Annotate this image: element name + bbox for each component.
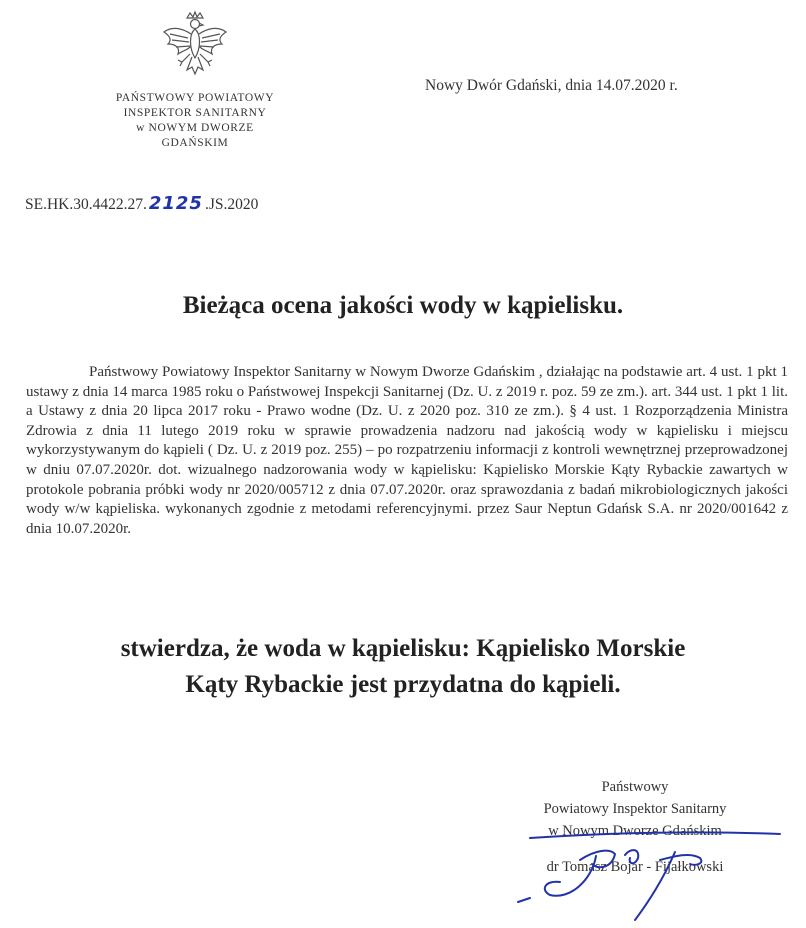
signatory-line: Powiatowy Inspektor Sanitarny [543, 801, 727, 817]
signatory-line: Państwowy [601, 779, 669, 795]
document-title: Bieżąca ocena jakości wody w kąpielisku. [182, 292, 624, 319]
conclusion-line: Kąty Rybackie jest przydatna do kąpieli. [185, 671, 621, 698]
authority-line: INSPEKTOR SANITARNY [123, 107, 267, 119]
conclusion-statement [0, 631, 806, 703]
place-and-date: Nowy Dwór Gdański, dnia 14.07.2020 r. [425, 77, 678, 94]
issuing-authority [85, 91, 305, 151]
signatory-name: dr Tomasz Bojar - Fijałkowski [546, 859, 724, 875]
handwritten-case-number: 2125 [148, 193, 203, 214]
reference-prefix: SE.HK.30.4422.27. [25, 196, 147, 213]
authority-line: GDAŃSKIM [161, 137, 229, 149]
reference-number [25, 193, 258, 214]
signatory-line: w Nowym Dworze Gdańskim [548, 823, 722, 839]
body-paragraph: Państwowy Powiatowy Inspektor Sanitarny w Nowym Dworze Gdańskim , działając na podstawie art. 4 ust. 1 pkt 1 ustawy z dnia 14 marca 1985 roku o Państwowej Inspekcji Sanitarnej (Dz. U. z 2019 r. poz. 59 ze zm.). art. 344 ust. 1 pkt 1 lit. a Ustawy z dnia 20 lipca 2017 roku - Prawo wodne (Dz. U. z 2020 poz. 310 ze zm.). § 4 ust. 1 Rozporządzenia Ministra Zdrowia z dnia 11 lutego 2019 roku w sprawie prowadzenia nadzoru nad jakością wody w kąpielisku i miejscu wykorzystywanym do kąpieli ( Dz. U. z 2019 poz. 255) – po rozpatrzeniu informacji z kontroli wewnętrznej przeprowadzonej w dniu 07.07.2020r. dot. wizualnego nadzorowania wody w kąpielisku: Kąpielisko Morskie Kąty Rybackie zawartych w protokole pobrania próbki wody nr 2020/005712 z dnia 07.07.2020r. oraz sprawozdania z badań mikrobiologicznych jakości wody w/w kąpieliska. wykonanych zgodnie z metodami referencyjnymi. przez Saur Neptun Gdańsk S.A. nr 2020/001642 z dnia 10.07.2020r. [26, 364, 788, 537]
polish-eagle-emblem [160, 10, 230, 90]
authority-line: PAŃSTWOWY POWIATOWY [115, 92, 275, 104]
conclusion-line: stwierdza, że woda w kąpielisku: Kąpielisko Morskie [120, 635, 686, 662]
reference-suffix: .JS.2020 [204, 196, 259, 213]
authority-line: w NOWYM DWORZE [136, 122, 254, 134]
handwritten-signature [500, 820, 790, 925]
